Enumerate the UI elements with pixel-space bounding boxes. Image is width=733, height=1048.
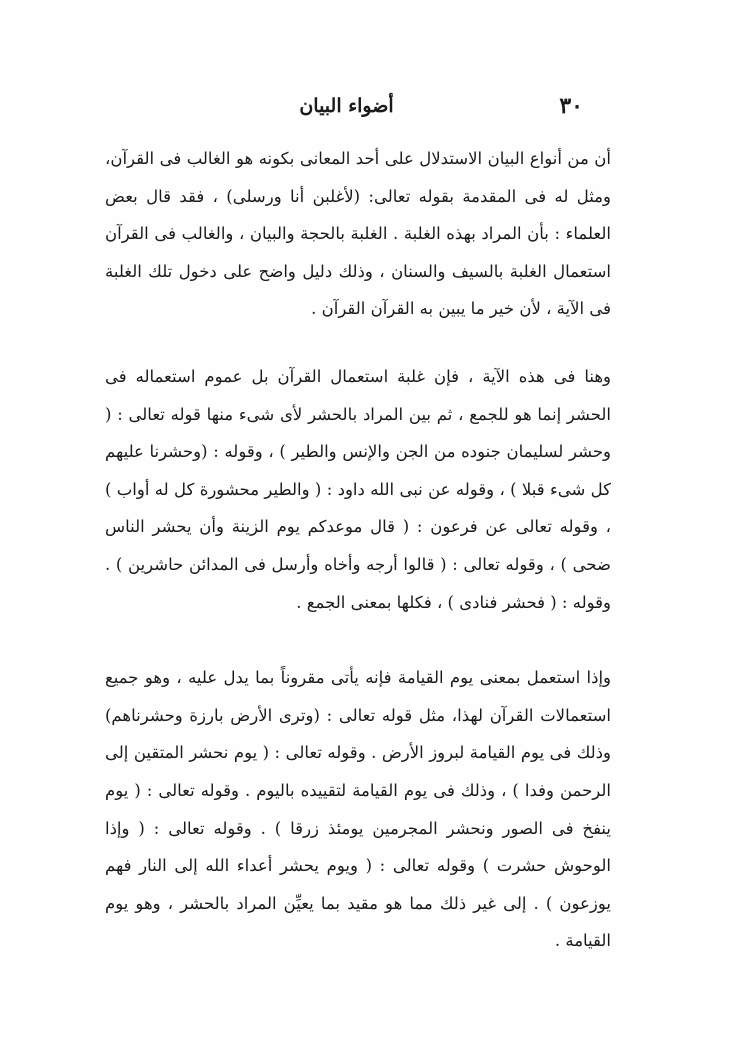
page-header bbox=[110, 93, 583, 123]
paragraph-spacer bbox=[105, 328, 611, 358]
body-text bbox=[105, 140, 611, 960]
paragraph-spacer bbox=[105, 621, 611, 659]
paragraph-2: وهنا فى هذه الآية ، فإن غلبة استعمال القرآن بل عموم استعماله فى الحشر إنما هو للجمع ، ثم بين المراد بالحشر لأى شىء منها قوله تعالى : ( وحشر لسليمان جنوده من الجن والإنس والطير ) ، وقوله : (وحشرنا عليهم كل شىء قبلا ) ، وقوله عن نبى الله داود : ( والطير محشورة كل له أواب ) ، وقوله تعالى عن فرعون : ( قال موعدكم يوم الزينة وأن يحشر الناس ضحى ) ، وقوله تعالى : ( قالوا أرجه وأخاه وأرسل فى المدائن حاشرين ) . وقوله : ( فحشر فنادى ) ، فكلها بمعنى الجمع . bbox=[105, 366, 611, 612]
page-number: ٣٠ bbox=[559, 93, 583, 119]
running-title: أضواء البيان bbox=[299, 95, 394, 117]
paragraph-1: أن من أنواع البيان الاستدلال على أحد المعانى بكونه هو الغالب فى القرآن، ومثل له فى المقدمة بقوله تعالى: (لأغلبن أنا ورسلى) ، فقد قال بعض العلماء : بأن المراد بهذه الغلبة . الغلبة بالحجة والبيان ، والغالب فى القرآن استعمال الغلبة بالسيف والسنان ، وذلك دليل واضح على دخول تلك الغلبة فى الآية ، لأن خير ما يبين به القرآن القرآن . bbox=[105, 149, 611, 319]
paragraph-3: وإذا استعمل بمعنى يوم القيامة فإنه يأتى مقروناً بما يدل عليه ، وهو جميع استعمالات القرآن لهذا، مثل قوله تعالى : (وترى الأرض بارزة وحشرناهم) وذلك فى يوم القيامة لبروز الأرض . وقوله تعالى : ( يوم نحشر المتقين إلى الرحمن وفدا ) ، وذلك فى يوم القيامة لتقييده باليوم . وقوله تعالى : ( يوم ينفخ فى الصور ونحشر المجرمين يومئذ زرقا ) . وقوله تعالى : ( وإذا الوحوش حشرت ) وقوله تعالى : ( ويوم يحشر أعداء الله إلى النار فهم يوزعون ) . إلى غير ذلك مما هو مقيد بما يعيِّن المراد بالحشر ، وهو يوم القيامة . bbox=[105, 668, 611, 951]
